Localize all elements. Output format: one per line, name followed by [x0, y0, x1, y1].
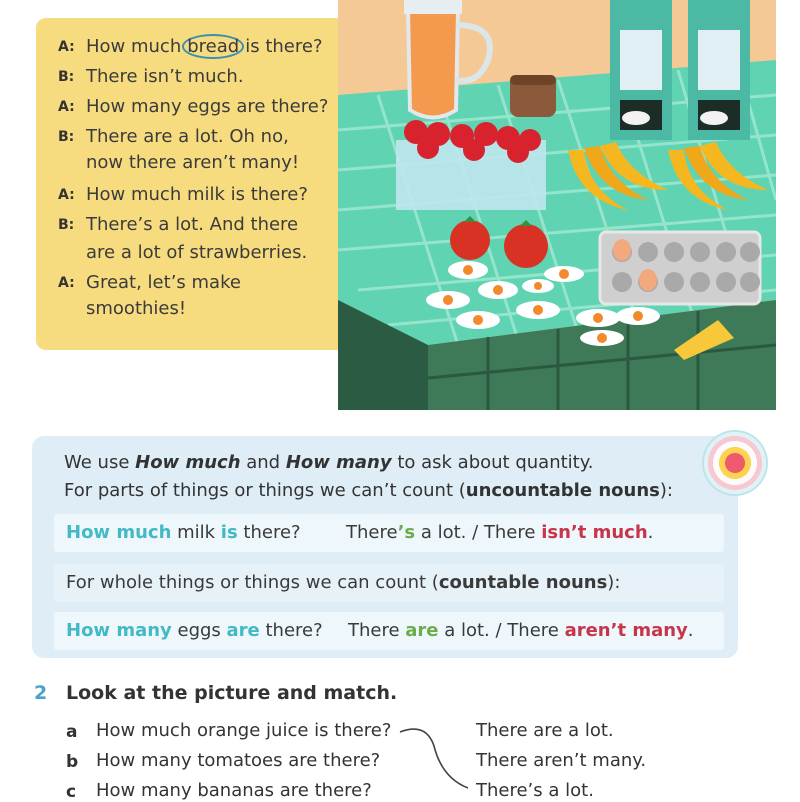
countable-row — [54, 564, 724, 602]
highlight-how-many: How many — [66, 620, 172, 641]
dialogue-text: now there aren’t many! — [86, 152, 300, 173]
highlight-how-much: How much — [66, 522, 172, 543]
text-part: . — [647, 522, 654, 543]
text-part: . — [687, 620, 694, 641]
speaker-label: B: — [58, 129, 75, 145]
speaker-label: B: — [58, 217, 75, 233]
grammar-intro-line — [64, 452, 594, 473]
uncountable-nouns-label: uncountable nouns — [465, 480, 660, 501]
speaker-label: A: — [58, 39, 75, 55]
dialogue-text: smoothies! — [86, 298, 187, 319]
text-part: milk — [171, 522, 221, 543]
highlight-arent-many: aren’t many — [564, 620, 688, 641]
text-part: We use — [64, 452, 136, 473]
text-part: ): — [659, 480, 673, 501]
question-item: How many bananas are there? — [96, 780, 372, 801]
exercise-title: Look at the picture and match. — [66, 682, 398, 704]
dialogue-text: How many eggs are there? — [86, 96, 329, 117]
question-item: How much orange juice is there? — [96, 720, 392, 741]
dialogue-text-part: How much — [86, 36, 182, 57]
exercise-number: 2 — [34, 682, 48, 704]
speaker-label: A: — [58, 275, 75, 291]
dialogue-text: There isn’t much. — [86, 66, 244, 87]
countable-nouns-label: countable nouns — [438, 572, 608, 593]
speaker-label: A: — [58, 187, 75, 203]
text-part: For parts of things or things we can’t count ( — [64, 480, 466, 501]
example-row-uncountable — [54, 514, 724, 552]
keyword-how-many: How many — [285, 452, 392, 473]
text-part: eggs — [171, 620, 227, 641]
target-icon — [704, 432, 766, 494]
speaker-label: B: — [58, 69, 75, 85]
example-answer — [346, 522, 653, 543]
text-part: to ask about quantity. — [391, 452, 594, 473]
highlight-isnt-much: isn’t much — [541, 522, 648, 543]
question-letter: b — [66, 752, 79, 772]
text-part: there? — [237, 522, 301, 543]
highlight-are-answer: are — [405, 620, 439, 641]
question-item: How many tomatoes are there? — [96, 750, 381, 771]
food-table-illustration — [338, 0, 776, 410]
text-part: there? — [259, 620, 323, 641]
dialogue-text: There’s a lot. And there — [86, 214, 299, 235]
dialogue-text: There are a lot. Oh no, — [86, 126, 289, 147]
highlight-are: are — [226, 620, 260, 641]
question-letter: a — [66, 722, 78, 742]
question-letter: c — [66, 782, 77, 802]
text-part: For whole things or things we can count ( — [66, 572, 439, 593]
highlight-is: is — [220, 522, 238, 543]
dialogue-text: are a lot of strawberries. — [86, 242, 308, 263]
text-part: ): — [607, 572, 621, 593]
keyword-how-much: How much — [135, 452, 241, 473]
dialogue-text-part: is there? — [245, 36, 323, 57]
dialogue-text — [86, 36, 323, 57]
circled-word: bread — [182, 34, 244, 59]
dialogue-panel — [36, 18, 346, 350]
dialogue-text: Great, let’s make — [86, 272, 241, 293]
example-answer — [348, 620, 694, 641]
food-illustration-svg — [338, 0, 776, 410]
text-part: a lot. / There — [415, 522, 542, 543]
example-question — [66, 522, 301, 543]
grammar-box — [32, 436, 738, 658]
text-part: a lot. / There — [438, 620, 565, 641]
answer-item: There aren’t many. — [476, 750, 647, 771]
grammar-countable-line — [66, 572, 620, 593]
text-part: There — [348, 620, 406, 641]
match-line — [398, 722, 474, 798]
text-part: and — [240, 452, 286, 473]
highlight-s: ’s — [397, 522, 416, 543]
answer-item: There’s a lot. — [476, 780, 594, 801]
dialogue-text: How much milk is there? — [86, 184, 308, 205]
example-row-countable — [54, 612, 724, 650]
grammar-uncountable-line — [64, 480, 673, 501]
answer-item: There are a lot. — [476, 720, 614, 741]
text-part: There — [346, 522, 398, 543]
speaker-label: A: — [58, 99, 75, 115]
example-question — [66, 620, 323, 641]
